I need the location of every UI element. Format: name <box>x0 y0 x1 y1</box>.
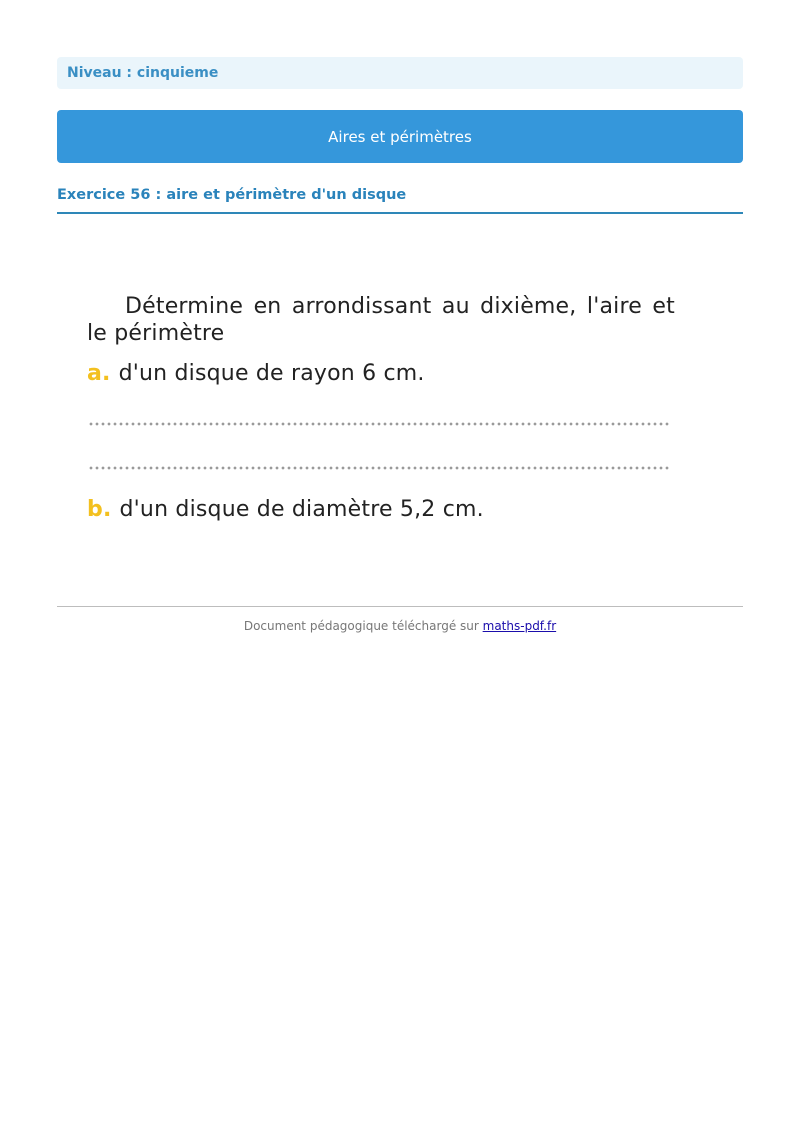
answer-line-1 <box>88 422 670 426</box>
exercise-title: Exercice 56 : aire et périmètre d'un disque <box>57 184 743 214</box>
chapter-title: Aires et périmètres <box>328 127 472 146</box>
footer <box>57 619 743 633</box>
level-banner <box>57 57 743 89</box>
footer-divider <box>57 606 743 607</box>
exercise-statement: Détermine en arrondissant au dixième, l'aire et le périmètre <box>87 294 675 346</box>
chapter-title-banner <box>57 110 743 163</box>
footer-text: Document pédagogique téléchargé sur <box>243 619 483 633</box>
question-item-b <box>87 496 484 524</box>
question-letter-b: b. <box>87 497 112 522</box>
level-label: Niveau : cinquieme <box>67 65 219 81</box>
answer-line-2 <box>88 466 670 470</box>
question-text-b: d'un disque de diamètre 5,2 cm. <box>119 497 484 522</box>
footer-link[interactable]: maths-pdf.fr <box>482 619 557 633</box>
question-item-a <box>87 360 425 388</box>
question-text-a: d'un disque de rayon 6 cm. <box>118 361 425 386</box>
question-letter-a: a. <box>87 361 111 386</box>
